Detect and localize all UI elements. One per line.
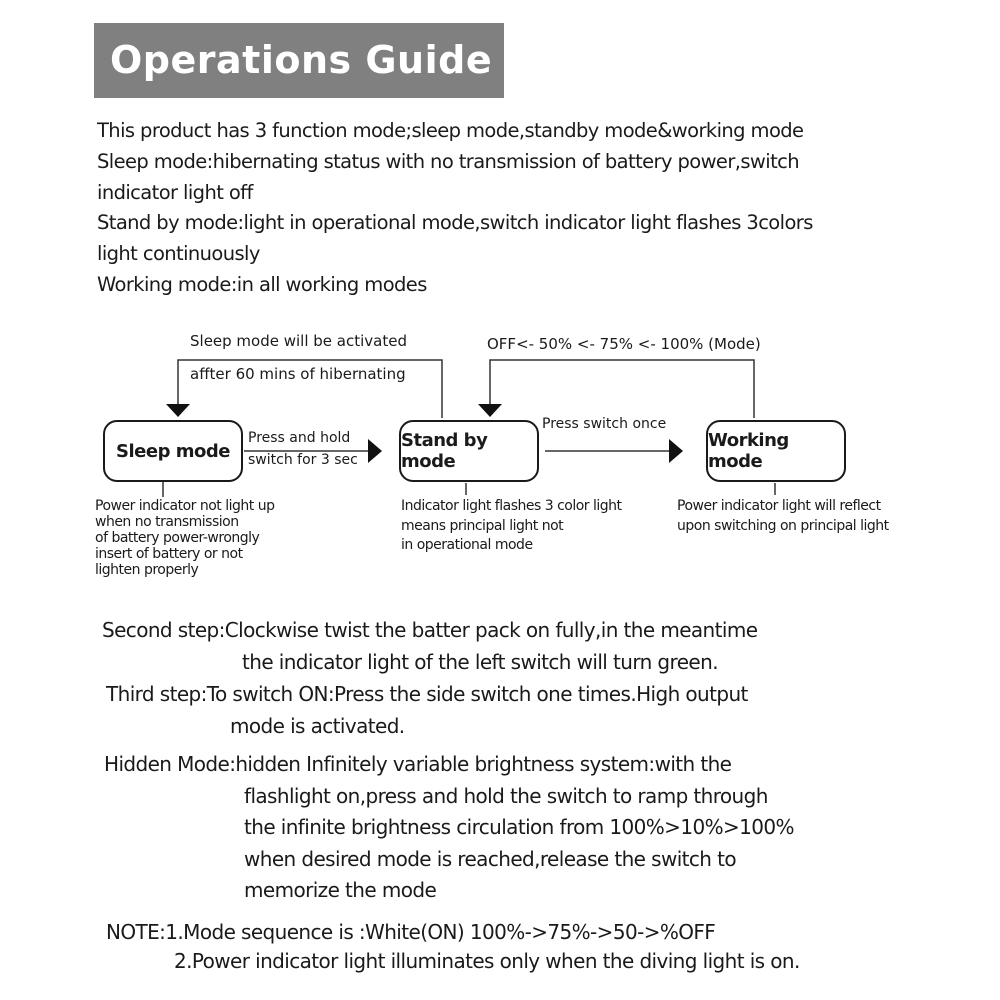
node-working-mode: Working mode: [706, 420, 846, 482]
note-line: 2.Power indicator light illuminates only when the diving light is on.: [174, 949, 800, 973]
note-working-mode: [677, 497, 889, 536]
note-line: in operational mode: [401, 537, 533, 553]
note-line: upon switching on principal light: [677, 517, 889, 534]
step-line: Second step:Clockwise twist the batter pack on fully,in the meantime: [102, 618, 758, 642]
step-line: mode is activated.: [230, 713, 405, 738]
note-line: Indicator light flashes 3 color light: [401, 498, 622, 514]
step-line: the infinite brightness circulation from 100%>10%>100%: [244, 815, 794, 839]
arrow-right-icon: [368, 439, 382, 463]
node-standby-mode: Stand by mode: [399, 420, 539, 482]
note-standby-mode: [401, 497, 622, 556]
step-line: flashlight on,press and hold the switch to ramp through: [244, 783, 768, 808]
edge-label-press-once: Press switch once: [542, 416, 667, 432]
node-sleep-mode: Sleep mode: [103, 420, 243, 482]
step-line: when desired mode is reached,release the switch to: [244, 846, 737, 871]
arrow-right-icon: [669, 439, 683, 463]
intro-line: light continuously: [97, 242, 260, 266]
arrow-down-icon: [166, 404, 190, 417]
page-title: Operations Guide: [94, 23, 504, 98]
note-line: when no transmission: [95, 514, 239, 530]
edge-label-sleep-timeout-2: affter 60 mins of hibernating: [190, 365, 406, 383]
note-line: insert of battery or not: [95, 546, 243, 562]
intro-line: Working mode:in all working modes: [97, 272, 427, 296]
edge-label-press-hold-2: switch for 3 sec: [248, 452, 358, 468]
hidden-mode: [104, 749, 794, 907]
third-step: [106, 679, 748, 742]
note-sleep-mode: [95, 498, 274, 578]
note-line: lighten properly: [95, 562, 199, 578]
step-line: memorize the mode: [244, 878, 437, 902]
edge-label-sleep-timeout-1: Sleep mode will be activated: [190, 332, 407, 350]
note-line: of battery power-wrongly: [95, 530, 260, 546]
note-line: NOTE:1.Mode sequence is :White(ON) 100%->75%->50->%OFF: [106, 920, 716, 944]
intro-line: Stand by mode:light in operational mode,switch indicator light flashes 3colors: [97, 211, 813, 235]
second-step: [102, 615, 757, 678]
arrow-down-icon: [478, 404, 502, 417]
intro-line: This product has 3 function mode;sleep mode,standby mode&working mode: [97, 119, 804, 142]
edge-label-mode-cycle: OFF<- 50% <- 75% <- 100% (Mode): [487, 335, 761, 353]
note-line: Power indicator light will reflect: [677, 498, 881, 514]
note-line: Power indicator not light up: [95, 498, 275, 514]
step-line: the indicator light of the left switch will turn green.: [242, 649, 718, 674]
edge-label-press-hold-1: Press and hold: [248, 430, 351, 446]
note-section: [106, 918, 800, 976]
step-line: Third step:To switch ON:Press the side switch one times.High output: [106, 682, 748, 706]
note-line: means principal light not: [401, 517, 564, 534]
intro-line: indicator light off: [97, 180, 253, 204]
step-line: Hidden Mode:hidden Infinitely variable brightness system:with the: [104, 752, 732, 776]
intro-line: Sleep mode:hibernating status with no transmission of battery power,switch: [97, 149, 799, 173]
